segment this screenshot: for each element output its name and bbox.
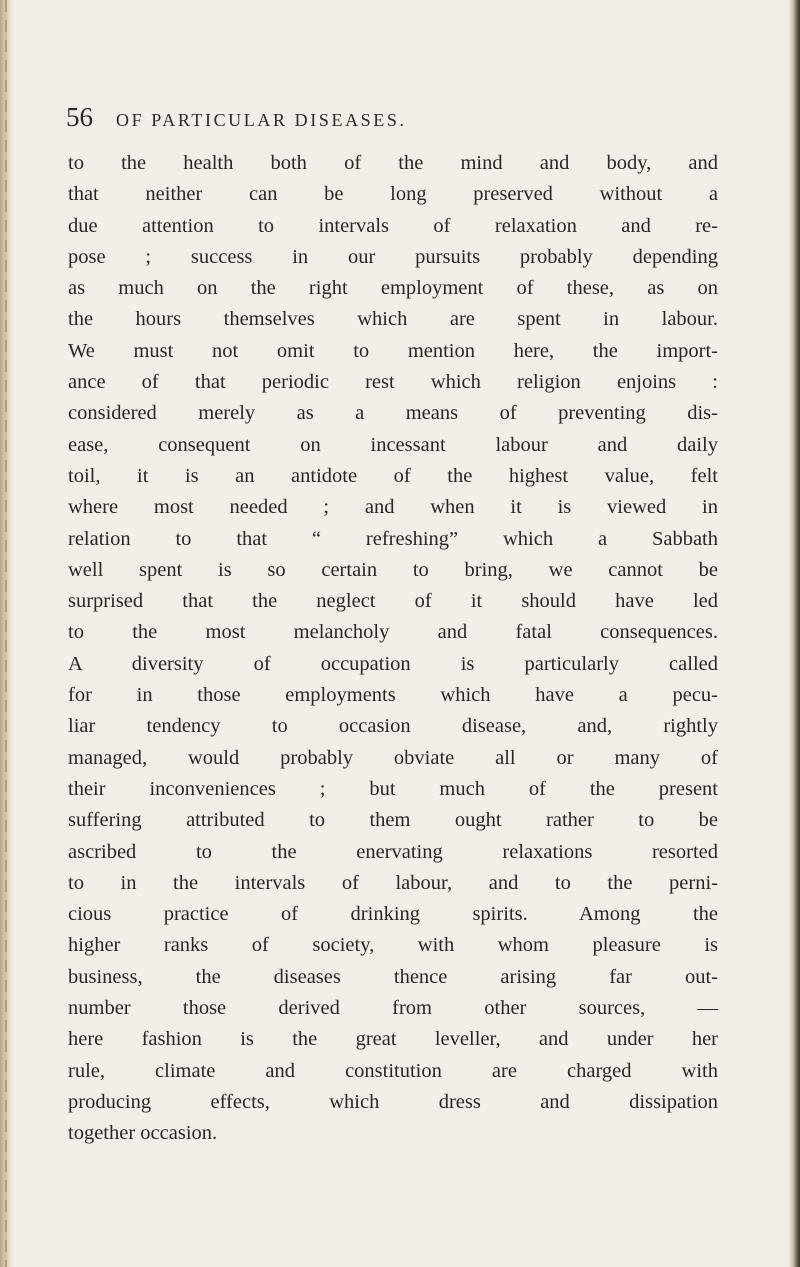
- text-line: to the health both of the mind and body, and: [68, 152, 718, 174]
- text-line: relation to that “ refreshing” which a Sabbath: [68, 527, 718, 550]
- text-line: the hours themselves which are spent in labour.: [68, 308, 718, 331]
- text-line: to in the intervals of labour, and to the perni-: [68, 871, 718, 894]
- text-line: liar tendency to occasion disease, and, rightly: [68, 715, 718, 738]
- text-line: business, the diseases thence arising far out-: [68, 965, 718, 988]
- text-line: their inconveniences ; but much of the present: [68, 777, 718, 800]
- text-line: together occasion.: [68, 1122, 218, 1145]
- text-line: suffering attributed to them ought rather to be: [68, 809, 718, 832]
- book-page: [68, 100, 718, 1150]
- text-line: that neither can be long preserved without a: [68, 183, 718, 206]
- running-title: OF PARTICULAR DISEASES.: [116, 110, 407, 130]
- page-edge-shadow: [788, 0, 800, 1267]
- text-line: due attention to intervals of relaxation and re-: [68, 214, 718, 237]
- book-gutter: [0, 0, 14, 1267]
- text-line: for in those employments which have a pecu-: [68, 684, 718, 707]
- text-line: to the most melancholy and fatal consequences.: [68, 621, 718, 644]
- running-head: [68, 100, 718, 144]
- text-line: toil, it is an antidote of the highest value, felt: [68, 464, 718, 487]
- text-line: number those derived from other sources, —: [68, 997, 718, 1020]
- body-paragraph: [68, 148, 718, 1150]
- text-line: where most needed ; and when it is viewed in: [68, 496, 718, 519]
- text-line: ascribed to the enervating relaxations resorted: [68, 840, 718, 863]
- text-line: rule, climate and constitution are charged with: [68, 1059, 718, 1082]
- text-line: surprised that the neglect of it should have led: [68, 590, 718, 613]
- text-line: cious practice of drinking spirits. Among the: [68, 903, 718, 926]
- text-line: ease, consequent on incessant labour and daily: [68, 433, 718, 456]
- text-line: here fashion is the great leveller, and under her: [68, 1028, 718, 1051]
- text-line: ance of that periodic rest which religion enjoins :: [68, 371, 718, 394]
- text-line: managed, would probably obviate all or many of: [68, 746, 718, 769]
- text-line: producing effects, which dress and dissipation: [68, 1090, 718, 1113]
- text-line: higher ranks of society, with whom pleasure is: [68, 934, 718, 957]
- text-line: A diversity of occupation is particularly called: [68, 652, 718, 675]
- text-line: considered merely as a means of preventing dis-: [68, 402, 718, 425]
- text-line: pose ; success in our pursuits probably depending: [68, 245, 718, 268]
- text-line: as much on the right employment of these, as on: [68, 277, 718, 300]
- page-number: 56: [66, 102, 93, 132]
- text-line: well spent is so certain to bring, we cannot be: [68, 558, 718, 581]
- text-line: We must not omit to mention here, the import-: [68, 339, 718, 362]
